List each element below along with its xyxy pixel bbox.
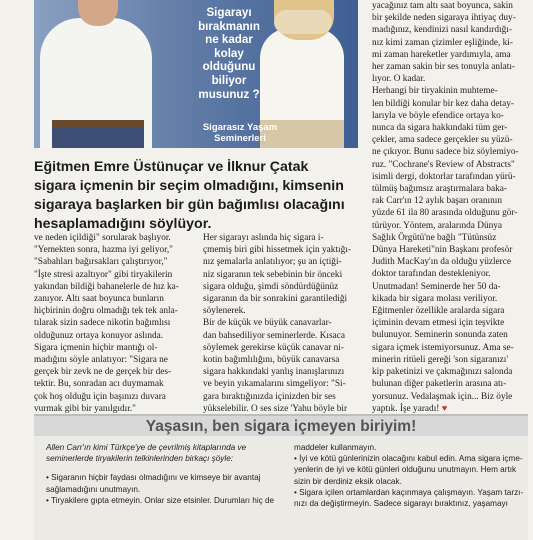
body-line: lıyor. O kadar. (372, 74, 426, 85)
body-line: ve neden içildiği" sorularak başlıyor. (34, 233, 171, 243)
body-line: sigara içmek istemiyorsunuz. Ama se- (372, 342, 514, 353)
body-line: ruz. "Cochrane's Review of Abstracts" (372, 159, 515, 170)
body-line: türüyor. Yöntem, aralarında Dünya (372, 220, 503, 231)
body-line: söylenerek. (203, 306, 246, 317)
box-line: sağlamadığını unutmayın. (46, 484, 141, 494)
body-line: larıyla ve böyle efendice ortaya ko- (372, 110, 504, 121)
body-line: zanıyor. Altı saat boyunca bunların (34, 294, 164, 305)
poster-caption (180, 122, 300, 144)
hero-photo (34, 0, 358, 148)
box-line: • Tiryakilere gıpta etmeyin. Onlar size etsinler. Durumları hiç de (46, 495, 275, 505)
box-line: yenlerin de iyi ve kötü günleri olduğunu unutmayın. Hem artık (294, 465, 517, 475)
poster-text (174, 6, 284, 101)
body-line: sigaranın da bir sonrakini garantilediği (203, 294, 348, 305)
body-line: mi zaman hareketler yardımıyla, ama (372, 49, 511, 60)
caption-line: Seminerleri (214, 133, 266, 144)
box-line: nızı da değiştirmeyin. Sadece sigarayı bıraktınız, yaşamayı (294, 499, 508, 509)
body-line: hiçbirinin doğru olmadığı tek tek anla- (34, 306, 178, 317)
body-line: nunca da sigara hakkındaki tüm ger- (372, 123, 508, 134)
lead-line: hesaplamadığını söylüyor. (34, 216, 212, 232)
body-line: kip paketinizi ve çakmağınızı salonda (372, 367, 513, 378)
body-line: vurmak gibi bir yanılgıdır." (34, 403, 136, 414)
body-line: nız kimi zaman çizimler eşliğinde, ki- (372, 37, 513, 48)
body-line: nız şemalarla anlatılıyor; şu an içtiği- (203, 257, 342, 268)
body-line: yakından bildiği bahanelerle de hız ka- (34, 281, 179, 292)
body-line: bulunuyor. Seminerin sonunda zaten (372, 330, 508, 341)
body-line: yükselebilir. O ses size 'Yahu böyle bir (203, 403, 348, 414)
photo-man-jeans (52, 128, 144, 148)
body-line: Herhangi bir tiryakinin muhteme- (372, 86, 498, 97)
body-line: ne çıkıyor. Bunu sadece biz söylemiyo- (372, 147, 519, 158)
body-line: bulunan diğer paketlerin arasına atı- (372, 379, 507, 390)
caption-line: Sigarasız Yaşam (202, 122, 278, 133)
box-column-1 (46, 442, 276, 506)
banner-title: Yaşasın, ben sigara içmeyen biriyim! (145, 418, 417, 435)
poster-line: bırakmanın (198, 19, 260, 33)
box-line: • Sigaranın hiçbir faydası olmadığını ve kimseye bir avantaj (46, 473, 261, 483)
body-line: rak Carr'ın 12 aylık başarı oranının (372, 196, 502, 207)
body-line: madığınız, kendinizi nasıl kandırdığı- (372, 25, 512, 36)
body-line: yacağınız tam altı saat boyunca, sakin (372, 1, 513, 11)
body-line: doktor tarafından destekleniyor. (372, 269, 491, 280)
body-line: Unutmadan! Seminerde her 50 da- (372, 281, 501, 292)
body-line: Dünya Hareketi"nin Başkanı profesör (372, 245, 513, 256)
body-line: minerin ritüeli gereği 'son sigaranızı' (372, 354, 509, 365)
body-line: kotin bağımlılığını, büyük canavarsa (203, 355, 340, 366)
article-column-3 (372, 0, 528, 415)
box-intro-line: Allen Carr'ın kimi Türkçe'ye de çevrilmiş kitaplarında ve (46, 443, 247, 452)
body-line: Judith MacKay'ın da olduğu yüzlerce (372, 257, 512, 268)
box-line: • İyi ve kötü günlerinizin olacağını kabul edin. Ama sigara içme- (294, 454, 523, 464)
lead-line: sigara içmenin bir seçim olmadığını, kimsenin (34, 178, 344, 194)
body-line: Sigara içmenin hiçbir mantığı ol- (34, 342, 158, 353)
poster-line: musunuz ? (198, 87, 260, 101)
body-line: "İşte stresi azaltıyor" gibi tiryakilerin (34, 269, 173, 280)
poster-line: olduğunu (202, 60, 256, 74)
body-line: niz sigaranın tek sebebinin bir önceki (203, 269, 343, 280)
body-line: içiminin devam etmesi için teşvikte (372, 318, 505, 329)
lead-paragraph (34, 158, 358, 234)
poster-line: Sigarayı (206, 6, 252, 19)
body-line: çmemiş biri gibi hissetmek için yaktığı- (203, 245, 351, 256)
lead-line: Eğitmen Emre Üstünuçar ve İlknur Çatak (34, 159, 309, 175)
body-line: len bildiği konular bir kez daha detay- (372, 98, 514, 109)
box-line: maddeler kullanmayın. (294, 443, 377, 452)
end-mark-icon: ♥ (441, 403, 448, 414)
body-line: tılarak sizin sadece nikotin bağımlısı (34, 318, 171, 329)
body-line: çok hoş olduğu için başınızı duvara (34, 391, 166, 402)
body-line: Sağlık Örgütü'ne bağlı "Tütünsüz (372, 232, 497, 243)
body-line: Eğitmenler özellikle aralarda sigara (372, 306, 505, 317)
body-line: söylemek gerekirse küçük canavar ni- (203, 342, 344, 353)
body-line: gerçek bir zevk ne de gerçek bir des- (34, 367, 172, 378)
body-line: Her sigarayı aslında hiç sigara i- (203, 233, 324, 243)
body-line: her zaman sakin bir ses tonuyla anlatı- (372, 62, 516, 73)
poster-line: ne kadar (205, 33, 253, 47)
body-line: "Sabahları bağırsakları çalıştırıyor," (34, 257, 168, 268)
box-line: sizin bir derdiniz eksik olacak. (294, 476, 402, 486)
body-line: bir şekilde neden sigaraya ihtiyaç duy- (372, 13, 516, 24)
body-line: Bir de küçük ve büyük canavarlar- (203, 318, 332, 329)
body-line: sigara hakkındaki yanlış inanışlarınızı (203, 367, 345, 378)
box-line: • Sigara içilen ortamlardan kaçınmaya çalışmayın. Yaşam tarzı- (294, 487, 524, 497)
poster-line: kolay (214, 46, 244, 60)
box-intro-line: seminerlerde tiryakilerin telkinlerinden birkaçı şöyle: (46, 454, 234, 464)
body-line: olduğunuz ortaya konuyor aslında. (34, 330, 164, 341)
body-line: kikada bir sigara molası veriliyor. (372, 293, 498, 304)
lead-line: sigaraya başlarken bir gün bağımlısı olacağını (34, 197, 345, 213)
sidebar-box (34, 436, 528, 540)
body-line: çekler, ama sadece gerçekler su yüzü- (372, 135, 513, 146)
article-column-1 (34, 232, 194, 415)
body-line: madığını söyle anlatıyor: "Sigara ne (34, 355, 168, 366)
box-column-2 (294, 442, 524, 509)
article-column-2 (203, 232, 363, 415)
body-line: yüzde 61 ila 80 arasında olduğunu gör- (372, 208, 518, 219)
body-line: "Yemekten sonra, hazma iyi geliyor," (34, 245, 173, 256)
body-line: isimli dergi, doktorlar tarafından yürü- (372, 171, 516, 182)
body-line: tektir. Bu, sonradan acı duymamak (34, 379, 164, 390)
body-line: gara bıraktığınızda içinizden bir ses (203, 391, 336, 402)
body-line: yorsunuz. Vedalaşmak için... Biz öyle (372, 391, 513, 402)
section-banner (34, 414, 528, 438)
body-line-text: yaptık. İşe yaradı! (372, 403, 440, 414)
box-spacer (46, 464, 276, 472)
photo-man-belt (52, 120, 144, 128)
body-line: tülmüş bağımsız araştırmalara baka- (372, 184, 508, 195)
poster-line: biliyor (211, 73, 247, 87)
body-line: ve beyin yıkamalarını simgeliyor: "Si- (203, 379, 346, 390)
body-line: sigara olduğu, şimdi söndürdüğünüz (203, 281, 339, 292)
body-line: dan bahsediliyor seminerlerde. Kısaca (203, 330, 345, 341)
